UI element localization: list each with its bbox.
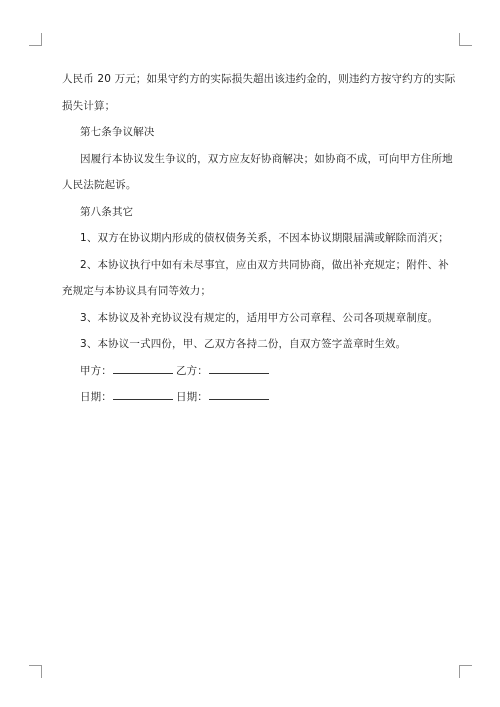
paragraph-line: 因履行本协议发生争议的，双方应友好协商解决；如协商不成，可向甲方住所地 [80,152,453,165]
clause-line: 充规定与本协议具有同等效力； [62,285,212,297]
page-corner-mark-bottom-left [29,665,42,678]
clause-line: 3、本协议一式四份，甲、乙双方各持二份，自双方签字盖章时生效。 [80,338,407,350]
date-b-line[interactable] [209,389,269,400]
clause-line: 1、双方在协议期内形成的债权债务关系，不因本协议期限届满或解除而消灭； [80,232,449,244]
date-a-line[interactable] [113,389,173,400]
clause-line: 2、本协议执行中如有未尽事宜，应由双方共同协商，做出补充规定；附件、补 [80,258,449,271]
party-a-signature-line[interactable] [113,363,173,374]
paragraph-line: 损失计算； [62,99,116,112]
page-corner-mark-top-right [459,33,472,46]
document-page [62,66,456,411]
party-b-label: 乙方： [175,364,208,377]
date-a-label: 日期： [80,391,112,403]
page-corner-mark-top-left [29,33,42,46]
party-b-signature-line[interactable] [209,363,269,374]
paragraph-line: 人民法院起诉。 [62,179,137,191]
date-row [62,384,440,411]
page-corner-mark-bottom-right [459,665,472,678]
section-heading: 第七条争议解决 [80,126,155,138]
section-heading: 第八条其它 [80,205,134,218]
party-a-label: 甲方： [80,364,112,377]
paragraph-line: 人民币 20 万元；如果守约方的实际损失超出该违约金的，则违约方按守约方的实际 [62,73,456,85]
signature-row [62,358,440,385]
date-b-label: 日期： [175,391,208,403]
clause-line: 3、本协议及补充协议没有规定的，适用甲方公司章程、公司各项规章制度。 [80,311,439,324]
